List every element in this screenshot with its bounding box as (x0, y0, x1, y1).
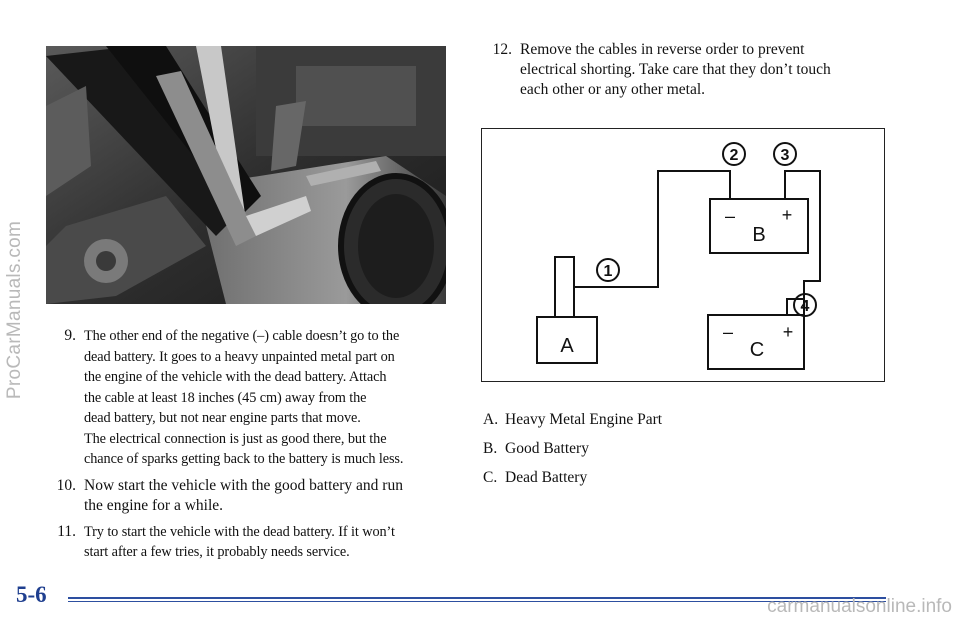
diagram-legend (483, 410, 662, 497)
step-number: 12. (492, 41, 512, 58)
step-number: 9. (64, 327, 76, 344)
callout-3 (774, 143, 796, 165)
legend-item (483, 468, 662, 488)
step-number: 11. (57, 522, 76, 540)
step-line: Now start the vehicle with the good battery and run (84, 476, 403, 494)
engine-photo (46, 46, 446, 304)
callout-1 (597, 259, 619, 281)
legend-key: A. (483, 411, 499, 428)
footer-rule-thin (68, 601, 886, 602)
box-c-minus: – (722, 322, 734, 342)
side-watermark-text: ProCarManuals.com (4, 220, 25, 400)
step-line: dead battery, but not near engine parts that move. (84, 410, 361, 426)
step-line: chance of sparks getting back to the battery is much less. (84, 451, 404, 467)
svg-text:4: 4 (800, 298, 810, 315)
step-line: dead battery. It goes to a heavy unpainted metal part on (84, 348, 395, 365)
svg-text:3: 3 (780, 147, 790, 164)
legend-key: B. (483, 440, 498, 457)
step-12 (476, 40, 896, 100)
step-line: The other end of the negative (–) cable doesn’t go to the (84, 328, 400, 344)
step-line: the cable at least 18 inches (45 cm) away from the (84, 389, 367, 406)
step-line: Remove the cables in reverse order to prevent (520, 41, 805, 58)
legend-text: Heavy Metal Engine Part (505, 411, 663, 428)
cable-1 (555, 171, 730, 317)
step-10 (42, 476, 452, 516)
step-text (520, 40, 896, 100)
legend-text: Dead Battery (505, 469, 588, 486)
bottom-watermark: carmanualsonline.info (767, 596, 952, 617)
step-line: The electrical connection is just as good there, but the (84, 430, 387, 447)
box-b-minus: – (724, 206, 736, 226)
step-line: the engine for a while. (84, 496, 224, 514)
legend-text: Good Battery (505, 440, 589, 457)
side-watermark (2, 120, 28, 500)
svg-text:2: 2 (729, 147, 739, 164)
page-number: 5-6 (16, 582, 47, 607)
step-9 (42, 326, 452, 470)
step-line: start after a few tries, it probably needs service. (84, 544, 350, 560)
step-line: electrical shorting. Take care that they don’t touch (520, 61, 831, 78)
step-text (84, 326, 452, 470)
legend-item (483, 439, 662, 459)
step-line: Try to start the vehicle with the dead battery. If it won’t (84, 523, 395, 540)
diagram-svg (482, 129, 883, 380)
jumper-cable-diagram (481, 128, 885, 382)
step-text (84, 476, 452, 516)
box-b-label: B (752, 224, 766, 246)
steps-left (42, 326, 452, 569)
step-11 (42, 522, 452, 563)
step-line: the engine of the vehicle with the dead battery. Attach (84, 369, 387, 385)
step-text (84, 522, 452, 563)
footer-rule (68, 597, 886, 599)
box-a-label: A (560, 335, 574, 357)
svg-text:1: 1 (603, 263, 613, 280)
box-c-plus: + (782, 322, 794, 342)
box-c-label: C (749, 339, 765, 361)
box-b-plus: + (781, 205, 793, 225)
engine-photo-illustration (46, 46, 446, 304)
step-line: each other or any other metal. (520, 81, 706, 98)
step-number: 10. (56, 476, 76, 494)
callout-4 (794, 294, 816, 316)
callout-2 (723, 143, 745, 165)
legend-item (483, 410, 662, 430)
legend-key: C. (483, 469, 498, 486)
